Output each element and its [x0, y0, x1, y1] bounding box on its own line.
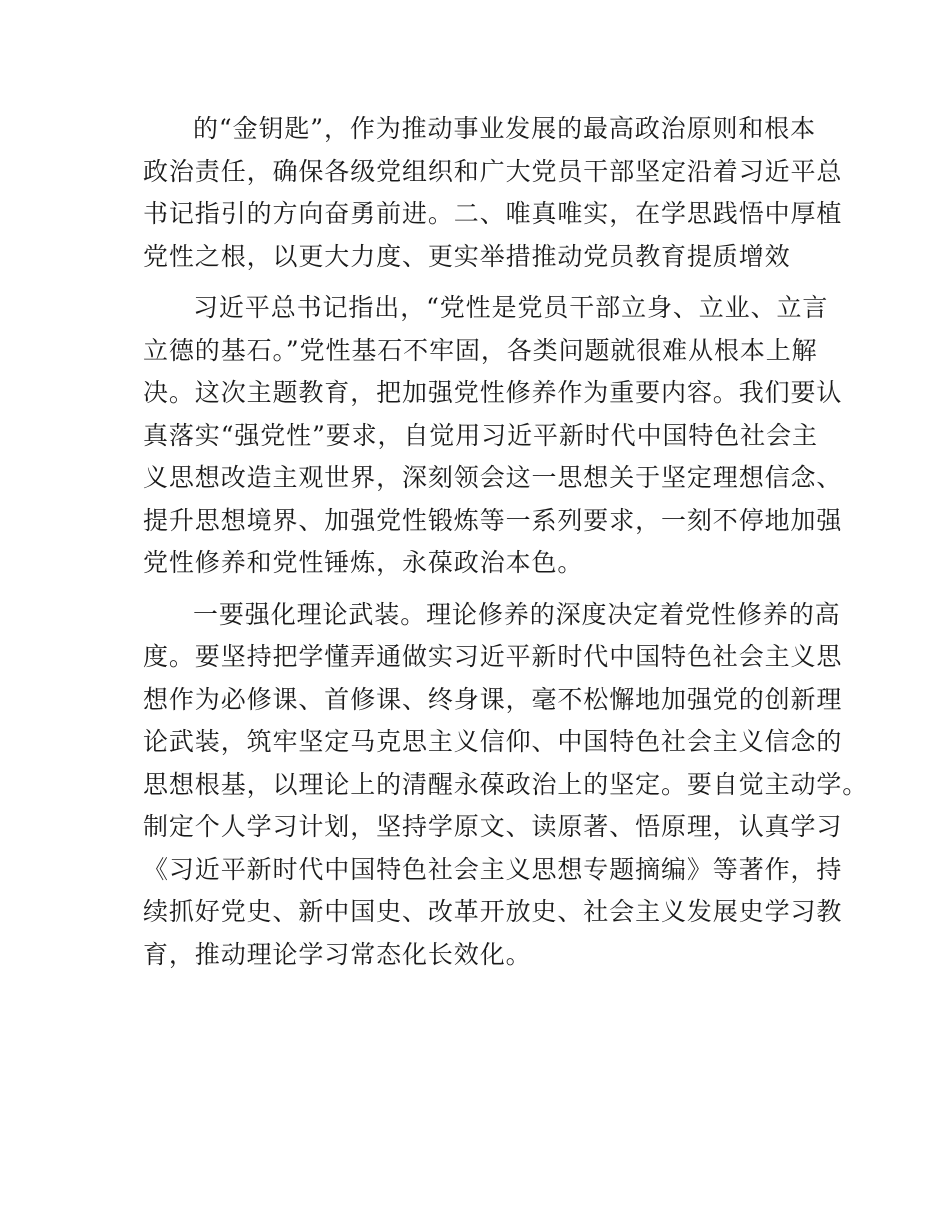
paragraph-line: 度。要坚持把学懂弄通做实习近平新时代中国特色社会主义思 — [143, 642, 843, 671]
paragraph-line: 真落实“强党性”要求，自觉用习近平新时代中国特色社会主 — [143, 420, 818, 450]
paragraph-line: 制定个人学习计划，坚持学原文、读原著、悟原理，认真学习 — [143, 812, 843, 841]
paragraph-2 — [143, 287, 843, 585]
paragraph-line: 育，推动理论学习常态化长效化。 — [143, 939, 532, 969]
paragraph-line: 习近平总书记指出，“党性是党员干部立身、立业、立言 — [193, 293, 829, 322]
paragraph-line: 想作为必修课、首修课、终身课，毫不松懈地加强党的创新理 — [143, 684, 843, 714]
paragraph-line: 《习近平新时代中国特色社会主义思想专题摘编》等著作，持 — [143, 854, 843, 884]
paragraph-line: 义思想改造主观世界，深刻领会这一思想关于坚定理想信念、 — [143, 463, 843, 492]
paragraph-1 — [143, 108, 843, 278]
paragraph-line: 党性修养和党性锤炼，永葆政治本色。 — [143, 548, 584, 577]
paragraph-line: 一要强化理论武装。理论修养的深度决定着党性修养的高 — [193, 599, 841, 629]
paragraph-line: 决。这次主题教育，把加强党性修养作为重要内容。我们要认 — [143, 378, 843, 407]
paragraph-line: 政治责任，确保各级党组织和广大党员干部坚定沿着习近平总 — [143, 156, 843, 186]
paragraph-3 — [143, 594, 869, 977]
document-body — [143, 108, 869, 976]
paragraph-line: 论武装，筑牢坚定马克思主义信仰、中国特色社会主义信念的 — [143, 727, 843, 756]
paragraph-line: 思想根基，以理论上的清醒永葆政治上的坚定。要自觉主动学。 — [143, 769, 869, 799]
paragraph-line: 立德的基石。”党性基石不牢固，各类问题就很难从根本上解 — [143, 335, 818, 365]
paragraph-line: 的“金钥匙”，作为推动事业发展的最高政治原则和根本 — [193, 114, 817, 143]
paragraph-line: 书记指引的方向奋勇前进。二、唯真唯实，在学思践悟中厚植 — [143, 199, 843, 228]
paragraph-line: 提升思想境界、加强党性锻炼等一系列要求，一刻不停地加强 — [143, 505, 843, 535]
paragraph-line: 续抓好党史、新中国史、改革开放史、社会主义发展史学习教 — [143, 897, 843, 926]
paragraph-line: 党性之根，以更大力度、更实举措推动党员教育提质增效 — [143, 241, 791, 271]
